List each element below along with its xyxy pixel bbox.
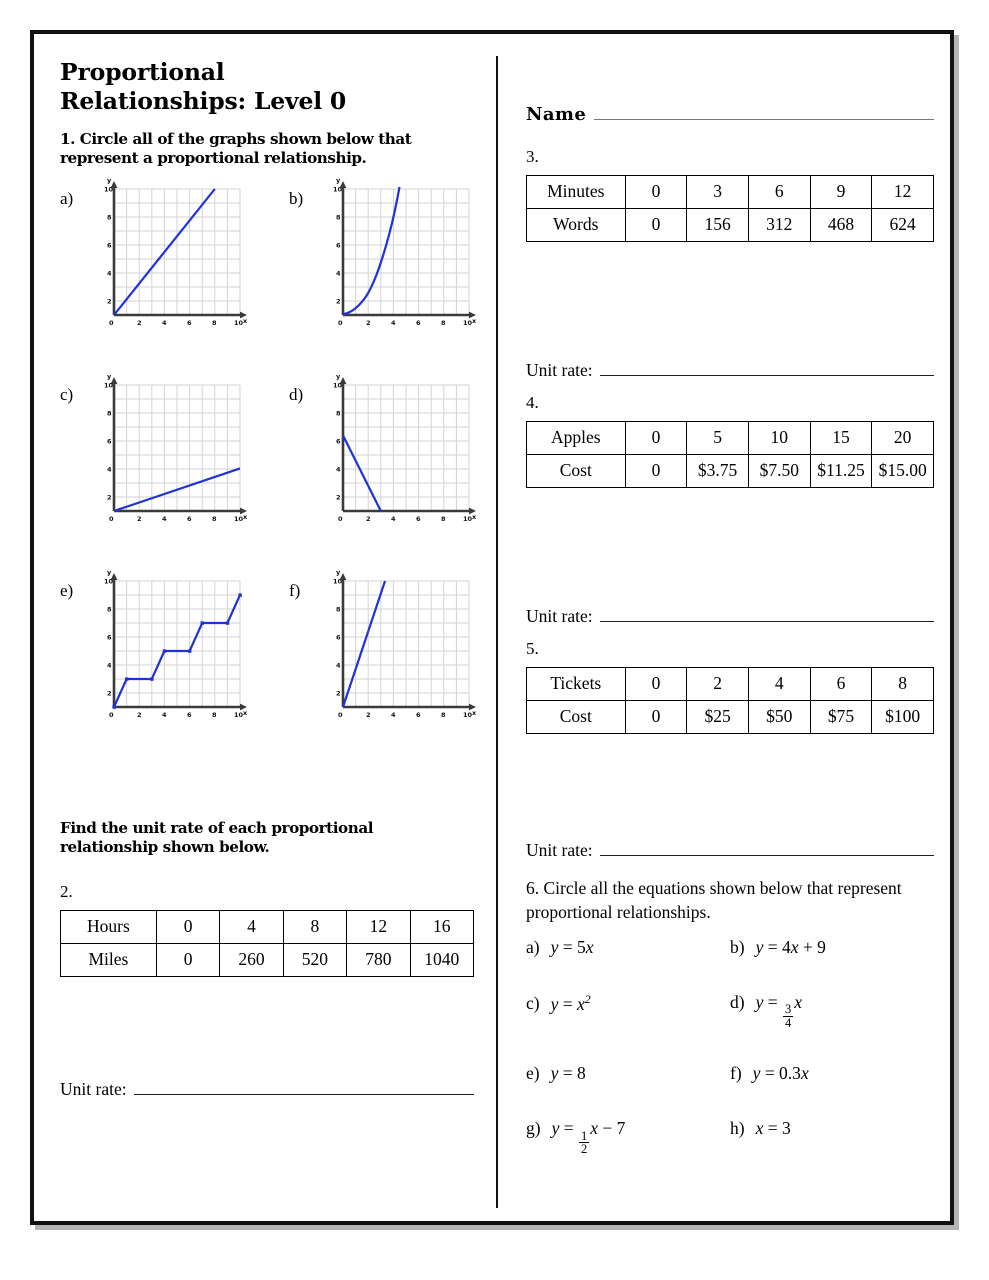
equation-label-g: g) (526, 1118, 541, 1139)
svg-text:x: x (243, 316, 248, 325)
table-row-header: Words (527, 209, 626, 242)
table-row-header: Hours (61, 910, 157, 943)
unit-rate-answer-4[interactable] (526, 606, 934, 627)
table-cell: 10 (748, 422, 810, 455)
table-cell: 0 (625, 701, 687, 734)
svg-text:2: 2 (107, 297, 112, 306)
graph-cell-b[interactable] (289, 175, 478, 343)
equation-math-h: x = 3 (755, 1118, 791, 1139)
equation-math-d: y = $\frac{3}{4}$ x (755, 991, 803, 1030)
table-cell: 3 (687, 176, 749, 209)
unit-rate-answer-3[interactable] (526, 360, 934, 381)
equation-label-a: a) (526, 936, 540, 957)
svg-text:4: 4 (162, 710, 167, 719)
table-cell: 12 (347, 910, 410, 943)
graph-label-f: f) (289, 580, 301, 600)
svg-text:6: 6 (416, 710, 421, 719)
table-cell: 2 (687, 668, 749, 701)
equation-b[interactable] (730, 937, 934, 958)
table-cell: 0 (625, 422, 687, 455)
table-cell: 5 (687, 422, 749, 455)
svg-text:10: 10 (104, 577, 114, 586)
svg-text:2: 2 (336, 493, 341, 502)
table-cell: 0 (625, 455, 687, 488)
equation-f[interactable] (730, 1063, 934, 1084)
svg-text:4: 4 (162, 318, 167, 327)
svg-text:y: y (107, 568, 112, 577)
svg-text:6: 6 (187, 710, 192, 719)
graph-cell-a[interactable] (60, 175, 249, 343)
svg-text:2: 2 (336, 297, 341, 306)
svg-text:2: 2 (137, 514, 142, 523)
svg-text:x: x (243, 512, 248, 521)
svg-text:8: 8 (336, 409, 341, 418)
svg-text:y: y (107, 176, 112, 185)
graph-b[interactable] (313, 175, 478, 343)
table-cell: $11.25 (810, 455, 872, 488)
table-cell: 468 (810, 209, 872, 242)
unit-rate-answer-line[interactable] (134, 1082, 474, 1095)
svg-text:8: 8 (107, 605, 112, 614)
svg-text:2: 2 (366, 710, 371, 719)
svg-text:x: x (472, 708, 477, 717)
table-cell: 12 (872, 176, 934, 209)
equation-label-e: e) (526, 1063, 540, 1084)
svg-text:2: 2 (107, 689, 112, 698)
question-2-number: 2. (60, 881, 73, 901)
table-cell: $25 (687, 701, 749, 734)
table-cell: $3.75 (687, 455, 749, 488)
equation-label-h: h) (730, 1118, 745, 1139)
svg-text:8: 8 (441, 514, 446, 523)
table-cell: 0 (625, 176, 687, 209)
graph-row-2 (60, 371, 477, 539)
graph-e[interactable] (84, 567, 249, 735)
graph-cell-e[interactable] (60, 567, 249, 735)
table-row (527, 668, 934, 701)
equation-c[interactable] (526, 992, 730, 1030)
unit-rate-answer-line[interactable] (600, 609, 934, 622)
svg-text:2: 2 (366, 514, 371, 523)
svg-text:0: 0 (338, 514, 343, 523)
equation-math-e: y = 8 (550, 1063, 586, 1084)
question-6-prompt: 6. Circle all the equations shown below that represent proportional relationships. (526, 878, 902, 922)
svg-text:0: 0 (338, 710, 343, 719)
table-cell: 8 (872, 668, 934, 701)
graph-cell-c[interactable] (60, 371, 249, 539)
svg-text:2: 2 (137, 710, 142, 719)
svg-text:8: 8 (107, 213, 112, 222)
table-row-header: Minutes (527, 176, 626, 209)
table-cell: 6 (748, 176, 810, 209)
equation-math-c: $y = x^2$ (550, 991, 591, 1014)
svg-text:4: 4 (391, 514, 396, 523)
table-cell: 15 (810, 422, 872, 455)
svg-text:2: 2 (336, 689, 341, 698)
table-cell: 0 (625, 209, 687, 242)
svg-text:6: 6 (107, 437, 112, 446)
svg-text:2: 2 (366, 318, 371, 327)
graph-d[interactable] (313, 371, 478, 539)
equation-row-4 (526, 1118, 934, 1156)
svg-text:10: 10 (333, 185, 343, 194)
svg-text:0: 0 (338, 318, 343, 327)
equation-a[interactable] (526, 937, 730, 958)
equation-math-b: y = 4x + 9 (755, 936, 826, 957)
equation-e[interactable] (526, 1063, 730, 1084)
svg-text:10: 10 (104, 381, 114, 390)
table-cell: 624 (872, 209, 934, 242)
unit-rate-answer-line[interactable] (600, 843, 934, 856)
equation-math-a: y = 5x (550, 936, 594, 957)
equation-g[interactable] (526, 1118, 730, 1156)
table-cell: $100 (872, 701, 934, 734)
graph-row-3 (60, 567, 477, 735)
svg-text:8: 8 (441, 710, 446, 719)
name-label: Name (526, 104, 587, 125)
svg-text:4: 4 (391, 710, 396, 719)
unit-rate-answer-5[interactable] (526, 840, 934, 861)
table-row (527, 422, 934, 455)
svg-text:6: 6 (336, 633, 341, 642)
table-cell: $50 (748, 701, 810, 734)
svg-text:6: 6 (107, 241, 112, 250)
svg-text:y: y (336, 568, 341, 577)
table-cell: 8 (283, 910, 346, 943)
svg-text:6: 6 (187, 318, 192, 327)
equation-row-2 (526, 992, 934, 1030)
svg-text:y: y (107, 372, 112, 381)
worksheet-page (30, 30, 954, 1225)
unit-rate-answer-line[interactable] (600, 363, 934, 376)
svg-text:6: 6 (416, 318, 421, 327)
unit-rate-label: Unit rate: (526, 606, 593, 626)
svg-text:6: 6 (416, 514, 421, 523)
question-4-number: 4. (526, 393, 539, 412)
svg-text:y: y (336, 176, 341, 185)
right-column (498, 34, 950, 1190)
graph-row-1 (60, 175, 477, 343)
svg-text:8: 8 (212, 514, 217, 523)
page-title-line2: Relationships: Level 0 (60, 86, 347, 115)
graph-label-c: c) (60, 384, 74, 404)
equation-list (526, 937, 934, 1157)
svg-text:4: 4 (107, 465, 112, 474)
table-cell: 0 (625, 668, 687, 701)
table-cell: 260 (220, 943, 283, 976)
question-1-prompt: 1. Circle all of the graphs shown below that represent a proportional relationship. (60, 129, 412, 168)
table-row (61, 910, 474, 943)
svg-text:6: 6 (336, 241, 341, 250)
svg-text:x: x (472, 512, 477, 521)
svg-text:x: x (243, 708, 248, 717)
table-row (527, 176, 934, 209)
svg-text:2: 2 (137, 318, 142, 327)
table-row-header: Tickets (527, 668, 626, 701)
svg-text:10: 10 (463, 710, 473, 719)
svg-text:4: 4 (336, 661, 341, 670)
table-cell: 4 (220, 910, 283, 943)
svg-text:10: 10 (333, 577, 343, 586)
table-question-2 (60, 910, 474, 977)
table-cell: 20 (872, 422, 934, 455)
svg-text:4: 4 (107, 661, 112, 670)
graph-cell-f[interactable] (289, 567, 478, 735)
unit-rate-answer-2[interactable] (60, 1079, 474, 1100)
svg-text:8: 8 (212, 710, 217, 719)
svg-text:4: 4 (162, 514, 167, 523)
unit-rate-label: Unit rate: (60, 1078, 127, 1099)
svg-text:10: 10 (234, 318, 244, 327)
svg-text:10: 10 (333, 381, 343, 390)
equation-label-b: b) (730, 936, 745, 957)
table-cell: 0 (156, 910, 219, 943)
table-cell: 16 (410, 910, 473, 943)
left-column (34, 34, 496, 1100)
equation-row-3 (526, 1063, 934, 1084)
equation-label-c: c) (526, 993, 540, 1014)
svg-text:8: 8 (107, 409, 112, 418)
table-cell: $7.50 (748, 455, 810, 488)
table-cell: 156 (687, 209, 749, 242)
table-cell: 520 (283, 943, 346, 976)
svg-text:0: 0 (109, 318, 114, 327)
svg-text:8: 8 (336, 605, 341, 614)
svg-text:x: x (472, 316, 477, 325)
equation-d[interactable] (730, 992, 934, 1030)
page-title-line1: Proportional (60, 58, 225, 86)
graph-label-a: a) (60, 188, 74, 208)
worksheet-content (34, 34, 950, 1221)
table-cell: $75 (810, 701, 872, 734)
name-field-row[interactable] (526, 104, 934, 125)
unit-rate-label: Unit rate: (526, 840, 593, 860)
svg-text:6: 6 (107, 633, 112, 642)
svg-text:2: 2 (107, 493, 112, 502)
page-title (60, 58, 474, 116)
equation-label-f: f) (730, 1063, 742, 1084)
svg-text:8: 8 (212, 318, 217, 327)
table-row-header: Cost (527, 701, 626, 734)
svg-text:0: 0 (109, 710, 114, 719)
svg-text:4: 4 (391, 318, 396, 327)
svg-text:10: 10 (463, 318, 473, 327)
question-3-number: 3. (526, 147, 539, 166)
table-row-header: Apples (527, 422, 626, 455)
table-row (527, 209, 934, 242)
table-row-header: Cost (527, 455, 626, 488)
equation-math-f: y = 0.3x (752, 1063, 809, 1084)
table-row (527, 701, 934, 734)
table-row-header: Miles (61, 943, 157, 976)
svg-text:10: 10 (463, 514, 473, 523)
table-cell: 312 (748, 209, 810, 242)
graph-label-b: b) (289, 188, 304, 208)
svg-text:4: 4 (336, 269, 341, 278)
table-cell: 780 (347, 943, 410, 976)
table-cell: $15.00 (872, 455, 934, 488)
table-cell: 0 (156, 943, 219, 976)
table-question-4 (526, 421, 934, 488)
graph-label-e: e) (60, 580, 74, 600)
svg-text:6: 6 (187, 514, 192, 523)
equation-row-1 (526, 937, 934, 958)
name-input-line[interactable] (594, 106, 934, 120)
unit-rate-section-prompt: Find the unit rate of each proportional relationship shown below. (60, 818, 374, 857)
svg-text:10: 10 (234, 710, 244, 719)
table-cell: 4 (748, 668, 810, 701)
unit-rate-label: Unit rate: (526, 360, 593, 380)
svg-text:4: 4 (336, 465, 341, 474)
table-question-5 (526, 667, 934, 734)
graph-cell-d[interactable] (289, 371, 478, 539)
question-5-number: 5. (526, 639, 539, 658)
table-row (61, 943, 474, 976)
svg-text:8: 8 (441, 318, 446, 327)
equation-math-g: y = $\frac{1}{2}$ x − 7 (551, 1118, 626, 1157)
svg-text:6: 6 (336, 437, 341, 446)
graph-c[interactable] (84, 371, 249, 539)
svg-text:0: 0 (109, 514, 114, 523)
graph-a[interactable] (84, 175, 249, 343)
graph-f[interactable] (313, 567, 478, 735)
svg-text:10: 10 (234, 514, 244, 523)
svg-text:4: 4 (107, 269, 112, 278)
graph-label-d: d) (289, 384, 304, 404)
equation-label-d: d) (730, 991, 745, 1012)
table-cell: 6 (810, 668, 872, 701)
equation-h[interactable] (730, 1118, 934, 1156)
svg-text:8: 8 (336, 213, 341, 222)
svg-text:y: y (336, 372, 341, 381)
table-cell: 1040 (410, 943, 473, 976)
table-question-3 (526, 175, 934, 242)
svg-text:10: 10 (104, 185, 114, 194)
table-row (527, 455, 934, 488)
table-cell: 9 (810, 176, 872, 209)
